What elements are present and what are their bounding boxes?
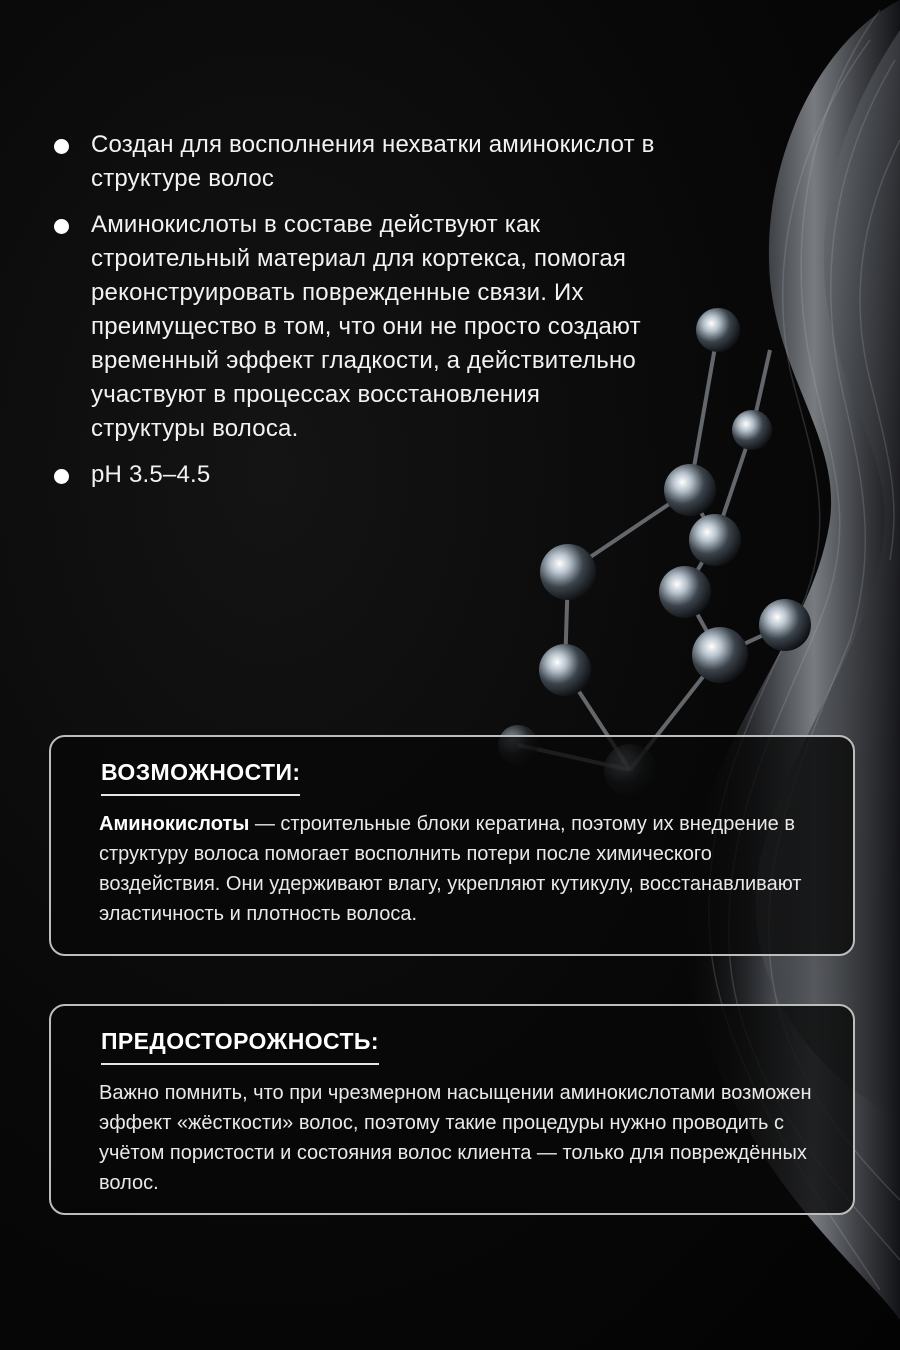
bullet-text: Аминокислоты в составе действуют как строительный материал для кортекса, помогая реконструировать поврежденные связи. Их преимущество в том, что они не просто создают временный эффект гладкости, а действительно участвуют в процессах восстановления структуры волоса. (91, 211, 641, 442)
bullet-item (52, 458, 712, 492)
bullet-text: pH 3.5–4.5 (91, 461, 211, 488)
features-card (49, 735, 855, 956)
bullet-dot-icon (54, 139, 69, 154)
bullet-text: Создан для восполнения нехватки аминокислот в структуре волос (91, 131, 655, 192)
caution-card (49, 1004, 855, 1215)
bullet-dot-icon (54, 219, 69, 234)
features-body (99, 809, 819, 929)
bullet-item (52, 208, 712, 446)
bullet-dot-icon (54, 469, 69, 484)
features-lead-term: Аминокислоты (99, 813, 250, 835)
features-description: — строительные блоки кератина, поэтому их внедрение в структуру волоса помогает восполнить потери после химического воздействия. Они удерживают влагу, укрепляют кутикулу, восстанавливают эластичность и плотность волоса. (99, 813, 802, 925)
bullet-item (52, 128, 712, 196)
features-title: ВОЗМОЖНОСТИ: (101, 759, 300, 796)
feature-bullet-list (52, 128, 712, 504)
caution-body: Важно помнить, что при чрезмерном насыщении аминокислотами возможен эффект «жёсткости» волос, поэтому такие процедуры нужно проводить с учётом пористости и состояния волос клиента — только для повреждённых волос. (99, 1082, 812, 1194)
caution-title: ПРЕДОСТОРОЖНОСТЬ: (101, 1028, 379, 1065)
